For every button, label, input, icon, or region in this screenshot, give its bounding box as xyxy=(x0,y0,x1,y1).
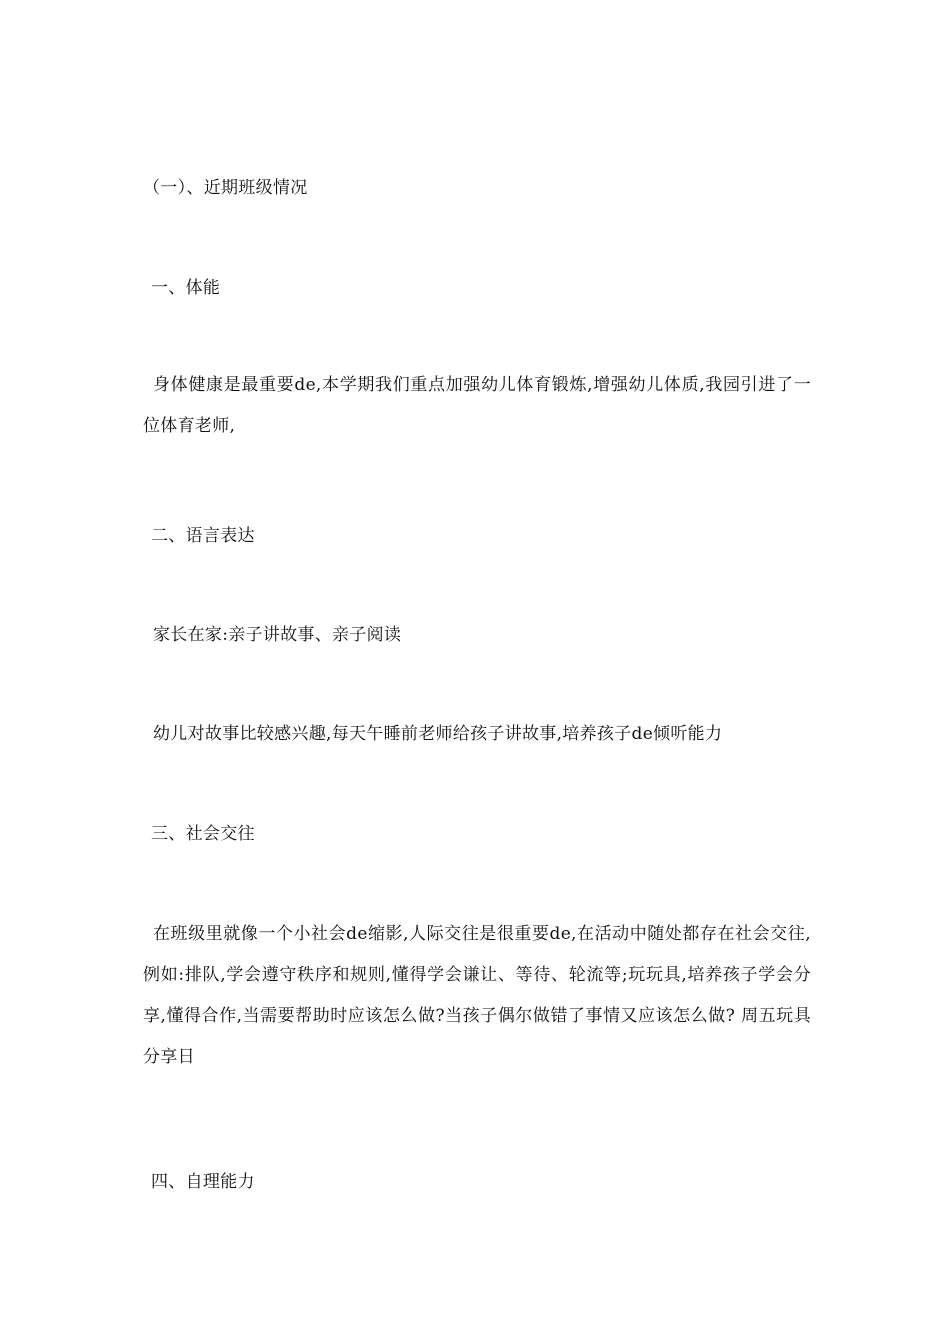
paragraph-physical: 身体健康是最重要de,本学期我们重点加强幼儿体育锻炼,增强幼儿体质,我园引进了一位体育老师, xyxy=(143,375,811,436)
paragraph-social: 在班级里就像一个小社会de缩影,人际交往是很重要de,在活动中随处都存在社会交往,例如:排队,学会遵守秩序和规则,懂得学会谦让、等待、轮流等;玩玩具,培养孩子学会分享,懂得合作,当需要帮助时应该怎么做?当孩子偶尔做错了事情又应该怎么做? 周五玩具分享日 xyxy=(143,924,811,1067)
heading-physical: 一、体能 xyxy=(151,278,221,298)
heading-social: 三、社会交往 xyxy=(151,824,255,844)
heading-self-care: 四、自理能力 xyxy=(151,1172,255,1192)
paragraph-language-home: 家长在家:亲子讲故事、亲子阅读 xyxy=(153,625,402,645)
paragraph-language-story: 幼儿对故事比较感兴趣,每天午睡前老师给孩子讲故事,培养孩子de倾听能力 xyxy=(153,724,723,744)
section-title: （一）、近期班级情况 xyxy=(143,178,308,198)
heading-language: 二、语言表达 xyxy=(151,526,255,546)
